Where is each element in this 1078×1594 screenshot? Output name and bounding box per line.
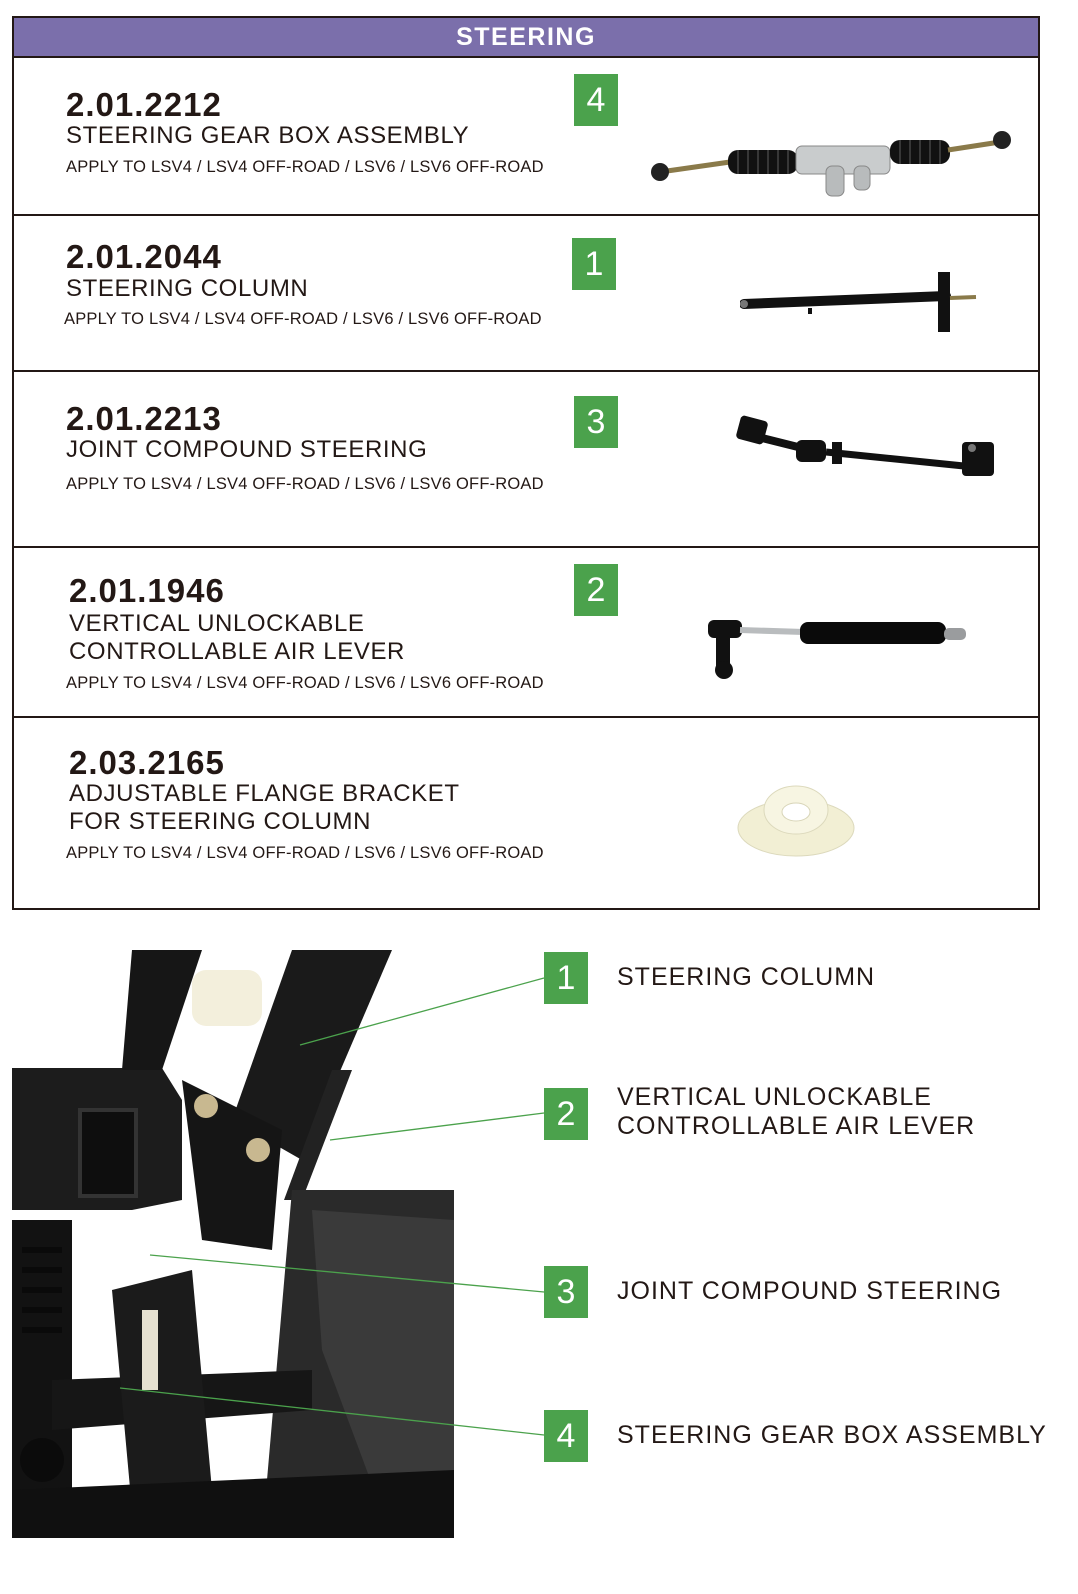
part-name-line: VERTICAL UNLOCKABLE xyxy=(69,610,365,637)
legend-label: JOINT COMPOUND STEERING xyxy=(617,1277,1003,1305)
joint-compound-steering-icon xyxy=(732,412,1002,482)
part-number: 2.01.1946 xyxy=(69,572,225,609)
part-applicability: APPLY TO LSV4 / LSV4 OFF-ROAD / LSV6 / LSV6 OFF-ROAD xyxy=(66,475,544,493)
part-number: 2.01.2044 xyxy=(66,238,222,275)
callout-badge: 4 xyxy=(574,74,618,126)
legend-badge: 1 xyxy=(544,952,588,1004)
part-number: 2.01.2213 xyxy=(66,400,222,437)
part-row xyxy=(14,716,1038,908)
part-row xyxy=(14,370,1038,546)
legend-badge: 3 xyxy=(544,1266,588,1318)
vehicle-chassis-photo xyxy=(12,950,454,1538)
legend-badge: 4 xyxy=(544,1410,588,1462)
part-number: 2.03.2165 xyxy=(69,744,225,781)
part-name-line: CONTROLLABLE AIR LEVER xyxy=(69,638,405,665)
legend-label-line: VERTICAL UNLOCKABLE xyxy=(617,1083,932,1111)
part-name-line: ADJUSTABLE FLANGE BRACKET xyxy=(69,780,460,807)
air-lever-icon xyxy=(704,616,974,686)
steering-column-icon xyxy=(740,266,990,336)
part-name: STEERING COLUMN xyxy=(66,275,309,302)
part-name: JOINT COMPOUND STEERING xyxy=(66,436,428,463)
part-number: 2.01.2212 xyxy=(66,86,222,123)
part-applicability: APPLY TO LSV4 / LSV4 OFF-ROAD / LSV6 / LSV6 OFF-ROAD xyxy=(66,674,544,692)
callout-badge: 2 xyxy=(574,564,618,616)
part-name: STEERING GEAR BOX ASSEMBLY xyxy=(66,122,470,149)
parts-table xyxy=(12,16,1040,910)
section-header: STEERING xyxy=(14,18,1038,56)
steering-gear-box-icon xyxy=(650,120,1014,200)
flange-bracket-icon xyxy=(734,762,864,862)
part-row xyxy=(14,214,1038,370)
legend-label: STEERING GEAR BOX ASSEMBLY xyxy=(617,1421,1047,1449)
part-applicability: APPLY TO LSV4 / LSV4 OFF-ROAD / LSV6 / LSV6 OFF-ROAD xyxy=(64,310,542,328)
part-row xyxy=(14,546,1038,716)
callout-badge: 3 xyxy=(574,396,618,448)
legend-label-line: CONTROLLABLE AIR LEVER xyxy=(617,1112,976,1140)
part-applicability: APPLY TO LSV4 / LSV4 OFF-ROAD / LSV6 / LSV6 OFF-ROAD xyxy=(66,844,544,862)
part-row xyxy=(14,56,1038,214)
callout-badge: 1 xyxy=(572,238,616,290)
part-name-line: FOR STEERING COLUMN xyxy=(69,808,372,835)
part-applicability: APPLY TO LSV4 / LSV4 OFF-ROAD / LSV6 / LSV6 OFF-ROAD xyxy=(66,158,544,176)
legend-badge: 2 xyxy=(544,1088,588,1140)
legend-label: STEERING COLUMN xyxy=(617,963,876,991)
